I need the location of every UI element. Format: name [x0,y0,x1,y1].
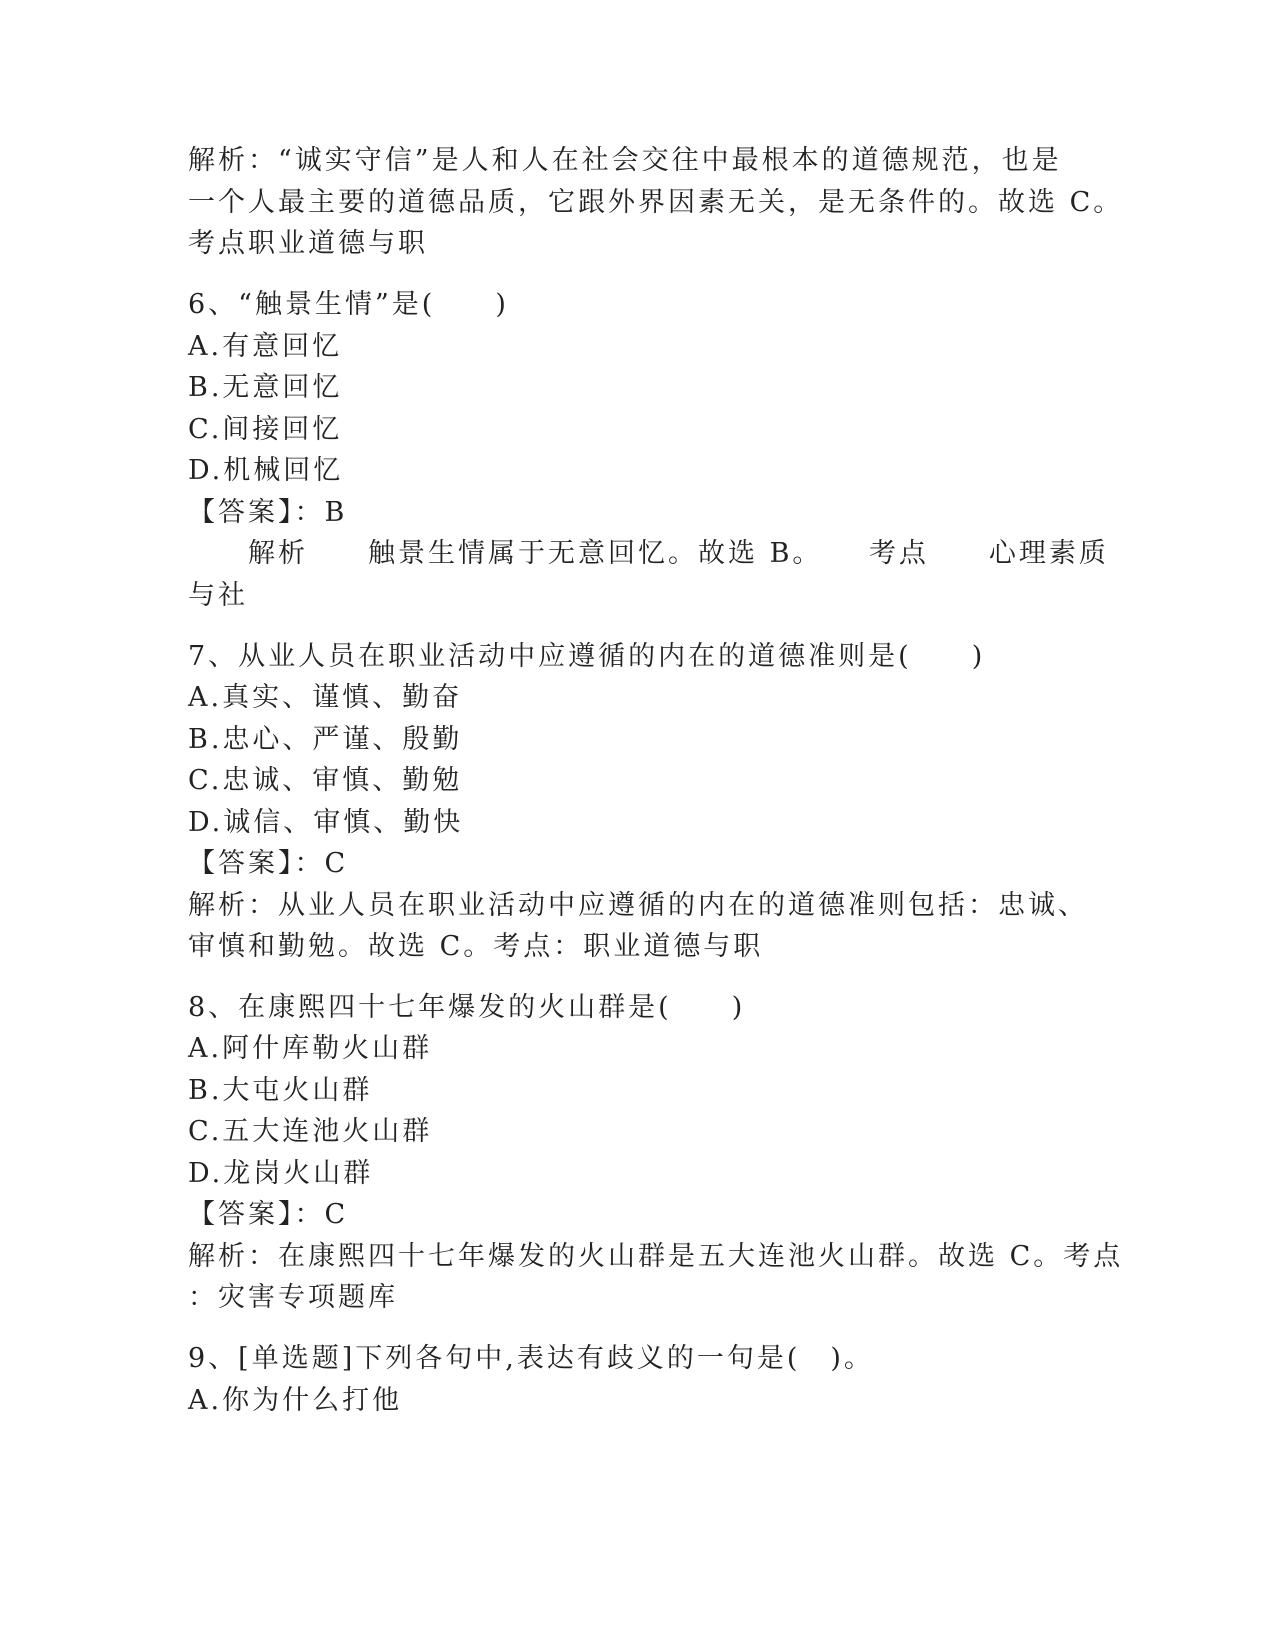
q7-question-stem: 7、从业人员在职业活动中应遵循的内在的道德准则是( ) [188,641,986,672]
q8-option-c: C.五大连池火山群 [188,1116,433,1147]
q7-analysis-line-2: 审慎和勤勉。故选 C。考点：职业道德与职 [188,931,764,962]
q8-analysis-line-2: ：灾害专项题库 [188,1282,398,1313]
q6-question-stem: 6、“触景生情”是( ) [188,289,509,320]
q5-analysis-line-3: 考点职业道德与职 [188,228,428,259]
q8-option-b: B.大屯火山群 [188,1075,373,1106]
q7-option-a: A.真实、谨慎、勤奋 [188,682,463,713]
q7-answer: 【答案】：C [188,848,349,879]
q5-analysis-line-1: 解析：“诚实守信”是人和人在社会交往中最根本的道德规范，也是 [188,145,1062,176]
q7-option-b: B.忠心、严谨、殷勤 [188,724,463,755]
q8-analysis-line-1: 解析：在康熙四十七年爆发的火山群是五大连池火山群。故选 C。考点 [188,1241,1124,1272]
q8-answer: 【答案】：C [188,1199,349,1230]
q6-option-b: B.无意回忆 [188,372,343,403]
q7-option-c: C.忠诚、审慎、勤勉 [188,765,463,796]
q6-option-d: D.机械回忆 [188,455,344,486]
q9-option-a: A.你为什么打他 [188,1385,403,1416]
q9-question-stem: 9、[单选题]下列各句中,表达有歧义的一句是( )。 [188,1343,874,1374]
q7-option-d: D.诚信、审慎、勤快 [188,807,464,838]
q8-option-d: D.龙岗火山群 [188,1158,374,1189]
q7-analysis-line-1: 解析：从业人员在职业活动中应遵循的内在的道德准则包括：忠诚、 [188,890,1088,921]
q6-analysis-line-1: 解析 触景生情属于无意回忆。故选 B。 考点 心理素质 [188,538,1109,569]
q6-analysis-line-2: 与社 [188,580,248,611]
q6-option-c: C.间接回忆 [188,414,343,445]
q8-option-a: A.阿什库勒火山群 [188,1033,433,1064]
q8-question-stem: 8、在康熙四十七年爆发的火山群是( ) [188,992,746,1023]
q6-answer: 【答案】：B [188,497,348,528]
q5-analysis-line-2: 一个人最主要的道德品质，它跟外界因素无关，是无条件的。故选 C。 [188,187,1124,218]
q6-option-a: A.有意回忆 [188,331,343,362]
